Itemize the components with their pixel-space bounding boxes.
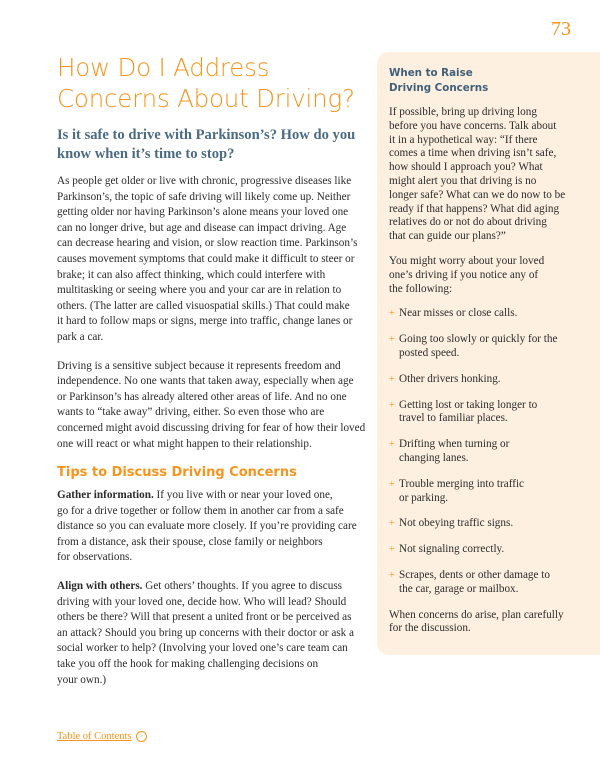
tip-align-with-others	[57, 579, 367, 688]
list-item-line: Scrapes, dents or other damage to	[399, 568, 550, 581]
text-line: for the discussion.	[389, 622, 471, 635]
text-line: getting older nor having Parkinson’s alone means your loved one	[57, 206, 349, 219]
tip-lines	[57, 595, 367, 689]
text-line: You might worry about your loved	[389, 254, 545, 267]
text-line: it in a hypothetical way: “If there	[389, 133, 538, 146]
list-item	[389, 569, 594, 597]
list-item	[389, 399, 594, 427]
text-line: can decrease hearing and vision, or slow reaction time. Parkinson’s	[57, 237, 358, 250]
text-line: can no longer drive, but age and disease can impact driving. Age	[57, 221, 347, 234]
text-line: park a car.	[57, 330, 104, 343]
text-line: the following:	[389, 282, 453, 295]
sidebar-closing	[389, 609, 594, 637]
sidebar-box	[377, 52, 600, 655]
sidebar-heading-line: Driving Concerns	[389, 82, 489, 94]
text-line: an attack? Should you bring up concerns with their doctor or ask a	[57, 626, 355, 639]
sidebar-heading-line: When to Raise	[389, 67, 473, 79]
sidebar-paragraph	[389, 106, 594, 244]
tip-lead: Align with others.	[57, 580, 143, 593]
list-item	[389, 438, 594, 466]
text-line: independence. No one wants that taken away, especially when age	[57, 375, 354, 388]
list-item	[389, 307, 594, 321]
tip-lines	[57, 504, 367, 566]
tip-gather-information	[57, 488, 367, 566]
text-line: comes a time when driving isn’t safe,	[389, 147, 557, 160]
text-line: When concerns do arise, plan carefully	[389, 608, 564, 621]
text-line: longer safe? What can we do now to be	[389, 188, 566, 201]
text-line: that can guide our plans?”	[389, 230, 506, 243]
text-line: how should I approach you? What	[389, 161, 543, 174]
sidebar-heading	[389, 66, 594, 96]
tip-text: Get others’ thoughts. If you agree to discuss	[142, 580, 343, 593]
list-item-line: Going too slowly or quickly for the	[399, 333, 558, 346]
tip-text: If you live with or near your loved one,	[153, 489, 333, 502]
text-line: If possible, bring up driving long	[389, 106, 537, 118]
plus-bullet-icon: +	[389, 399, 395, 411]
plus-bullet-icon: +	[389, 334, 395, 346]
text-line: one will react or what might happen to their relationship.	[57, 437, 312, 450]
toc-label: Table of Contents	[57, 731, 132, 742]
text-line: ready if that happens? What did aging	[389, 202, 560, 215]
plus-bullet-icon: +	[389, 439, 395, 451]
text-line: from a distance, ask their spouse, close family or neighbors	[57, 535, 323, 548]
table-of-contents-link[interactable]	[57, 731, 147, 742]
list-item-line: Other drivers honking.	[399, 372, 501, 385]
text-line: others. (The latter are called visuospatial skills.) That could make	[57, 299, 350, 312]
text-line: for observations.	[57, 551, 133, 564]
main-column	[57, 52, 367, 701]
text-line: wants to “take away” driving, either. So even those who are	[57, 406, 325, 419]
plus-bullet-icon: +	[389, 569, 395, 581]
sidebar-paragraph	[389, 255, 594, 296]
text-line: might alert you that driving is no	[389, 174, 537, 187]
list-item-line: travel to familiar places.	[399, 412, 508, 425]
text-line: concerned might avoid discussing driving for fear of how their loved	[57, 421, 366, 434]
text-line: before you have concerns. Talk about	[389, 119, 557, 132]
plus-bullet-icon: +	[389, 544, 395, 556]
list-item	[389, 333, 594, 361]
text-line: As people get older or live with chronic, progressive diseases like	[57, 175, 352, 187]
plus-bullet-icon: +	[389, 518, 395, 530]
list-item	[389, 373, 594, 387]
list-item-line: changing lanes.	[399, 451, 469, 464]
tips-heading: Tips to Discuss Driving Concerns	[57, 465, 297, 481]
text-line: go for a drive together or follow them in another car from a safe	[57, 504, 344, 517]
list-item-line: Not obeying traffic signs.	[399, 517, 514, 530]
text-line: social worker to help? (Involving your loved one’s care team can	[57, 642, 348, 655]
list-item-line: Drifting when turning or	[399, 438, 510, 451]
list-item-line: the car, garage or mailbox.	[399, 582, 519, 595]
title-line: Concerns About Driving?	[57, 84, 355, 113]
list-item-line: Near misses or close calls.	[399, 307, 518, 320]
title-line: How Do I Address	[57, 53, 270, 82]
text-line: your own.)	[57, 673, 107, 686]
list-item-line: Getting lost or taking longer to	[399, 398, 538, 411]
list-item	[389, 517, 594, 531]
text-line: or Parkinson’s has already altered other areas of life. And no one	[57, 390, 347, 403]
warning-signs-list	[389, 307, 594, 596]
page-number: 73	[551, 18, 571, 40]
text-line: distance so you can evaluate more closely. If you’re providing care	[57, 520, 357, 533]
text-line: one’s driving if you notice any of	[389, 268, 539, 281]
list-item	[389, 543, 594, 557]
list-item-line: or parking.	[399, 491, 449, 504]
text-line: multitasking or seeing where you and your car are in relation to	[57, 284, 342, 297]
intro-paragraph	[57, 174, 367, 346]
subtitle-line: Is it safe to drive with Parkinson’s? How do you	[57, 127, 356, 143]
text-line: causes movement symptoms that could make it difficult to steer or	[57, 252, 355, 265]
list-item-line: Trouble merging into traffic	[399, 477, 525, 490]
list-item	[389, 478, 594, 506]
text-line: take you off the hook for making challenging decisions on	[57, 658, 319, 671]
plus-bullet-icon: +	[389, 373, 395, 385]
tip-lead: Gather information.	[57, 489, 154, 502]
list-item-line: posted speed.	[399, 346, 460, 359]
text-line: relatives do or not do about driving	[389, 216, 547, 229]
chevron-right-icon: >	[136, 731, 147, 742]
list-item-line: Not signaling correctly.	[399, 543, 505, 556]
text-line: Driving is a sensitive subject because it represents freedom and	[57, 359, 341, 372]
plus-bullet-icon: +	[389, 478, 395, 490]
subtitle	[57, 126, 367, 164]
page-title	[57, 52, 367, 114]
subtitle-line: know when it’s time to stop?	[57, 146, 235, 162]
plus-bullet-icon: +	[389, 308, 395, 320]
text-line: driving with your loved one, decide how. Who will lead? Should	[57, 595, 347, 608]
text-line: Parkinson’s, the topic of safe driving will likely come up. Neither	[57, 190, 351, 203]
text-line: it hard to follow maps or signs, merge into traffic, change lanes or	[57, 315, 353, 328]
text-line: brake; it can also affect thinking, which could interfere with	[57, 268, 326, 281]
text-line: others be there? Will that present a united front or be perceived as	[57, 611, 352, 624]
sensitive-paragraph	[57, 359, 367, 453]
